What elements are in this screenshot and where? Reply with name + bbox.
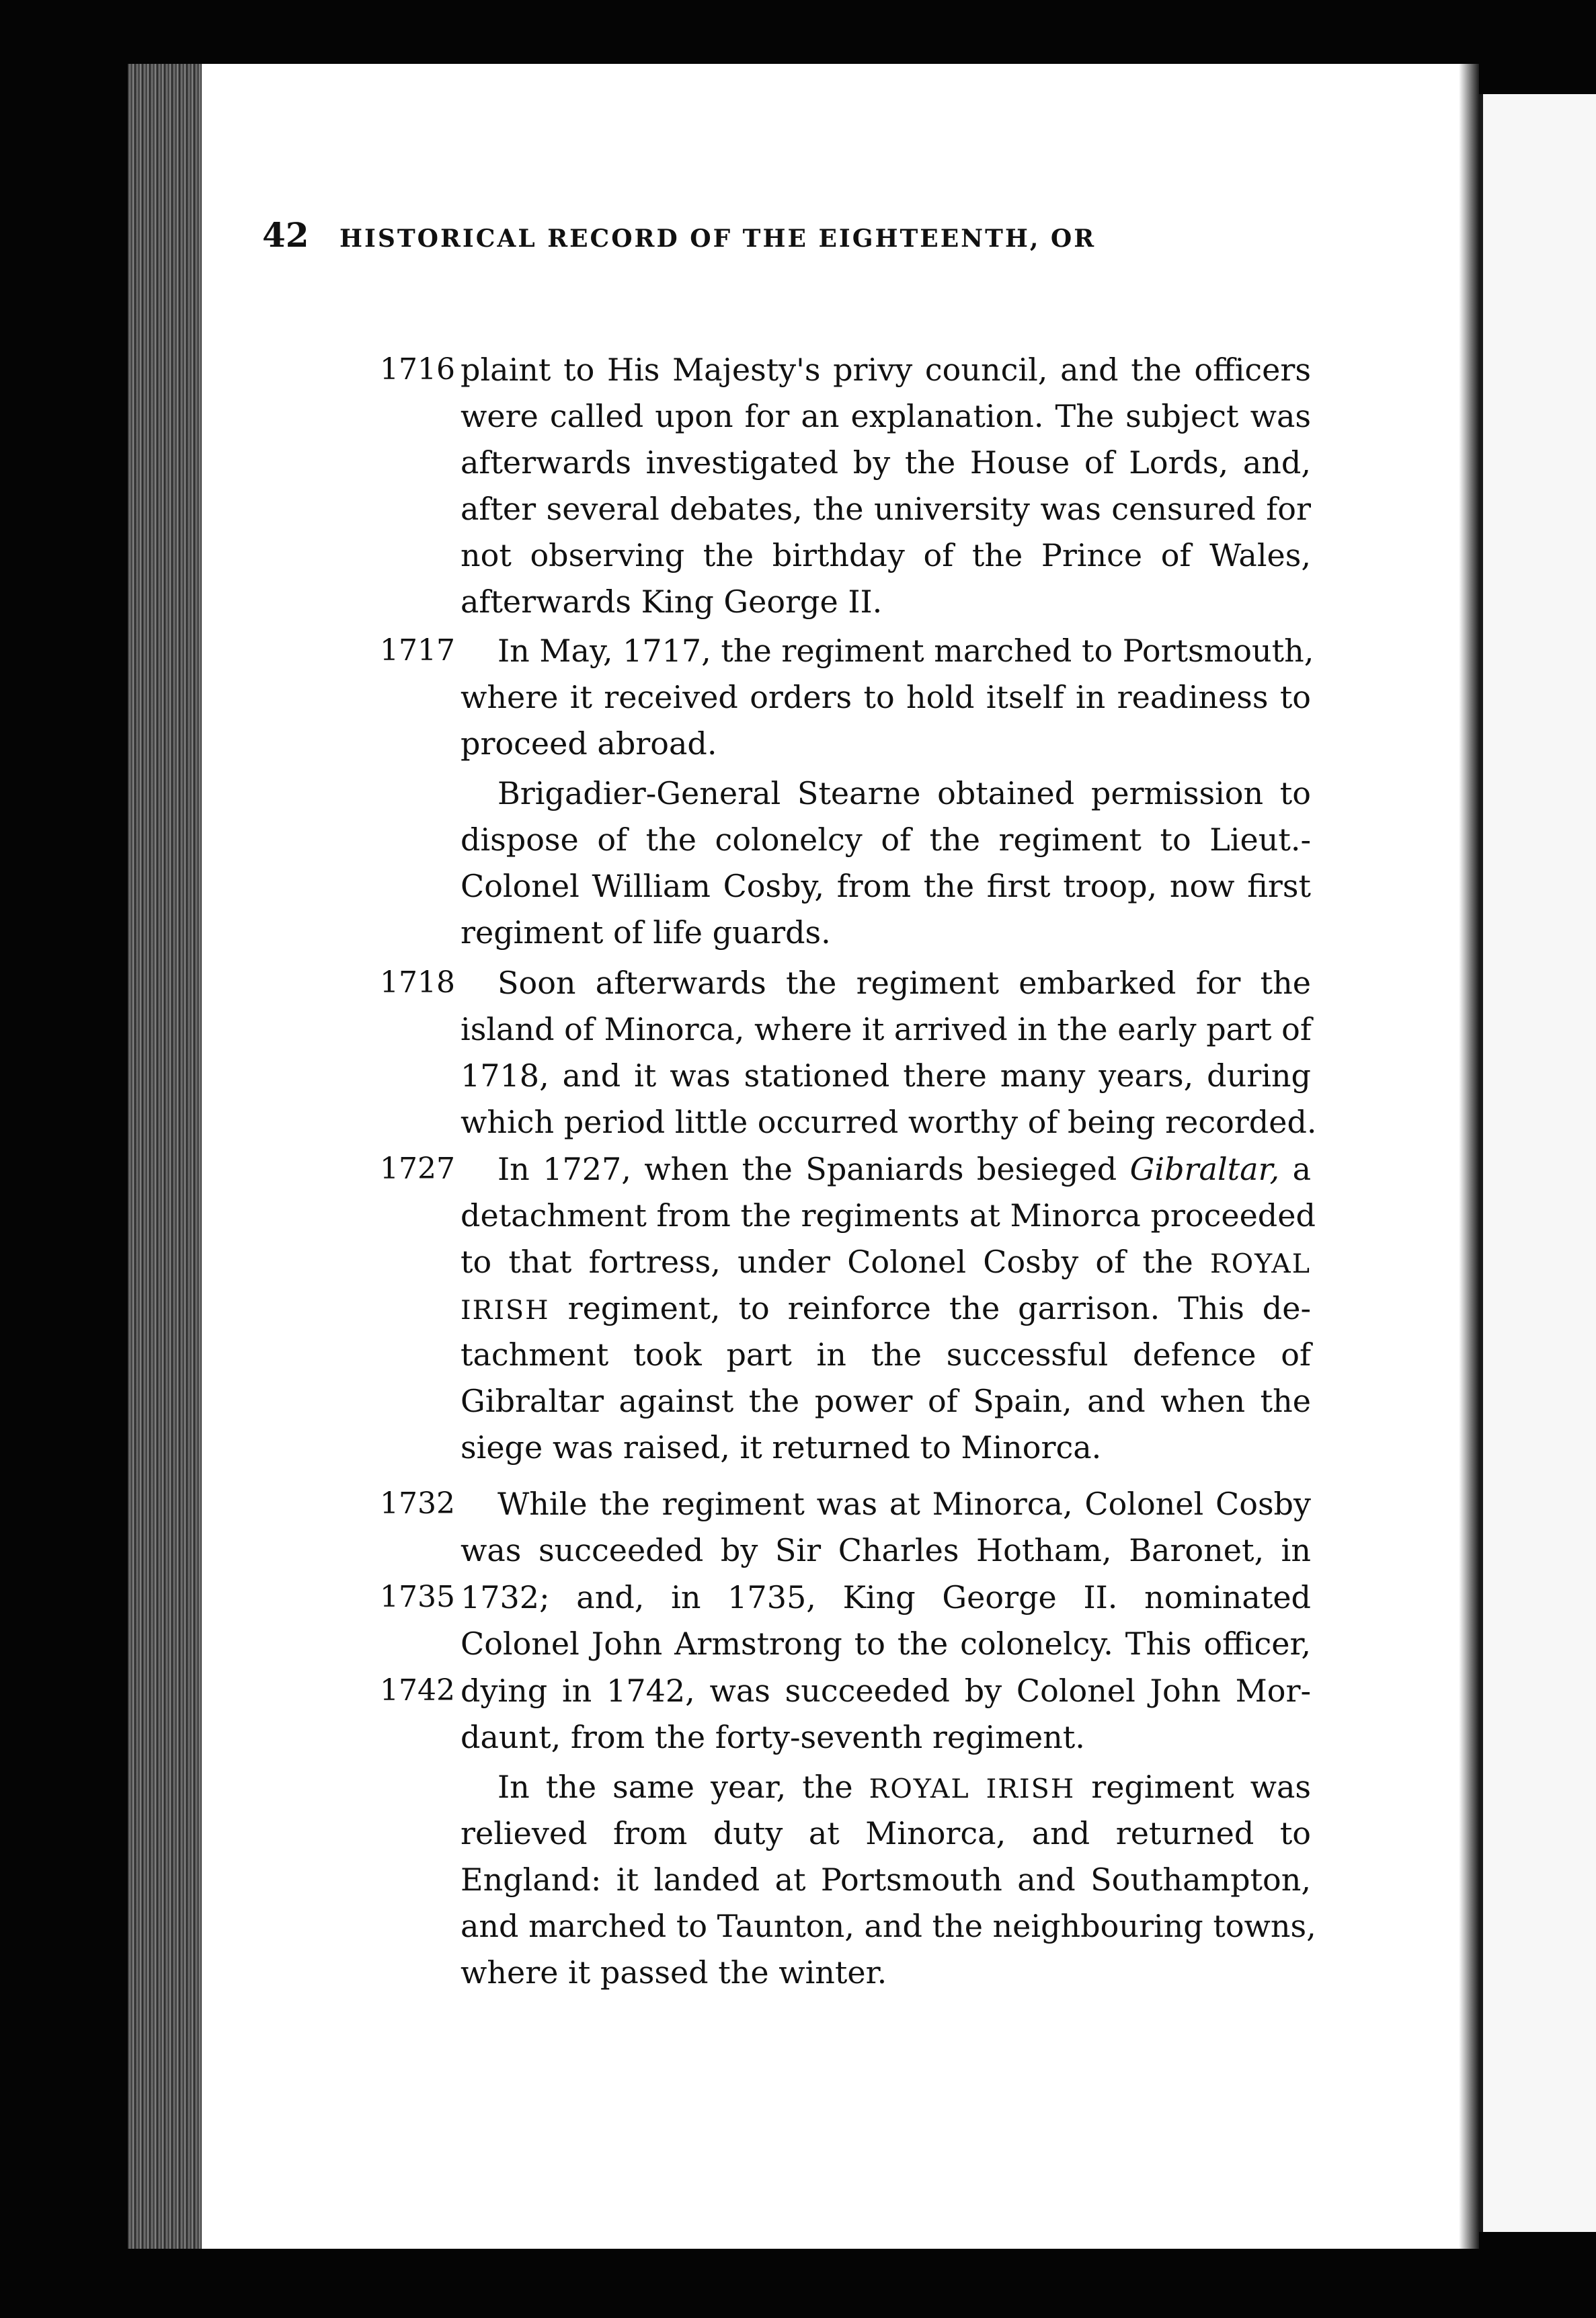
page-number: 42: [262, 215, 309, 255]
text-line: regiment of life guards.: [461, 914, 831, 951]
margin-year-1716: 1716: [380, 352, 455, 387]
text-line: after several debates, the university was censured for: [461, 491, 1311, 527]
text-line: tachment took part in the successful defence of: [461, 1336, 1311, 1373]
text-line: daunt, from the forty-seventh regiment.: [461, 1719, 1085, 1755]
text-line: Colonel William Cosby, from the first troop, now first: [461, 868, 1311, 904]
margin-year-1732: 1732: [380, 1486, 455, 1521]
text-line: where it received orders to hold itself in readiness to: [461, 679, 1311, 715]
text-run: regiment was: [1091, 1769, 1311, 1805]
text-line: was succeeded by Sir Charles Hotham, Baronet, in: [461, 1532, 1311, 1568]
text-line: not observing the birthday of the Prince of Wales,: [461, 537, 1311, 573]
margin-year-1717: 1717: [380, 633, 455, 668]
text-run: to that fortress, under Colonel Cosby of the: [461, 1244, 1193, 1280]
small-caps-run: ROYAL IRISH: [869, 1773, 1076, 1804]
text-line: which period little occurred worthy of being recorded.: [461, 1104, 1317, 1140]
text-line: [497, 1149, 1311, 1189]
text-line: While the regiment was at Minorca, Colonel Cosby: [497, 1486, 1311, 1522]
text-line: afterwards investigated by the House of Lords, and,: [461, 444, 1311, 481]
text-line: Soon afterwards the regiment embarked for the: [497, 965, 1311, 1001]
italic-place-name: Gibraltar,: [1129, 1151, 1280, 1187]
text-run: In the same year, the: [497, 1769, 853, 1805]
text-line: dying in 1742, was succeeded by Colonel John Mor-: [461, 1673, 1311, 1709]
text-run: a: [1292, 1151, 1312, 1187]
running-title: HISTORICAL RECORD OF THE EIGHTEENTH, OR: [340, 225, 1096, 253]
text-line: Colonel John Armstrong to the colonelcy. This officer,: [461, 1626, 1311, 1662]
text-line: where it passed the winter.: [461, 1954, 887, 1991]
margin-year-1718: 1718: [380, 965, 455, 1000]
text-line: afterwards King George II.: [461, 584, 883, 620]
text-line: detachment from the regiments at Minorca proceeded: [461, 1197, 1316, 1234]
small-caps-run: IRISH: [461, 1295, 550, 1326]
text-line: [461, 1288, 1311, 1328]
text-line: Brigadier-General Stearne obtained permission to: [497, 775, 1311, 811]
text-line: England: it landed at Portsmouth and Southampton,: [461, 1862, 1311, 1898]
text-line: proceed abroad.: [461, 725, 717, 762]
text-line: and marched to Taunton, and the neighbouring towns,: [461, 1908, 1316, 1944]
text-line: Gibraltar against the power of Spain, and when the: [461, 1383, 1311, 1419]
text-line: island of Minorca, where it arrived in the early part of: [461, 1011, 1312, 1047]
text-run: In 1727, when the Spaniards besieged: [497, 1151, 1117, 1187]
text-line: dispose of the colonelcy of the regiment to Lieut.-: [461, 822, 1311, 858]
text-line: 1732; and, in 1735, King George II. nominated: [461, 1579, 1311, 1615]
text-line: [497, 1767, 1311, 1807]
small-caps-run: ROYAL: [1209, 1248, 1311, 1279]
text-line: plaint to His Majesty's privy council, and the officers: [461, 352, 1311, 388]
margin-year-1727: 1727: [380, 1152, 455, 1186]
text-line: 1718, and it was stationed there many years, during: [461, 1057, 1311, 1094]
text-line: siege was raised, it returned to Minorca.: [461, 1429, 1102, 1466]
margin-year-1742: 1742: [380, 1673, 455, 1708]
margin-year-1735: 1735: [380, 1580, 455, 1614]
text-line: [461, 1242, 1311, 1282]
text-line: relieved from duty at Minorca, and returned to: [461, 1815, 1311, 1851]
text-line: were called upon for an explanation. The subject was: [461, 398, 1311, 434]
text-run: regiment, to reinforce the garrison. This de-: [567, 1290, 1311, 1326]
text-line: In May, 1717, the regiment marched to Portsmouth,: [497, 633, 1314, 669]
